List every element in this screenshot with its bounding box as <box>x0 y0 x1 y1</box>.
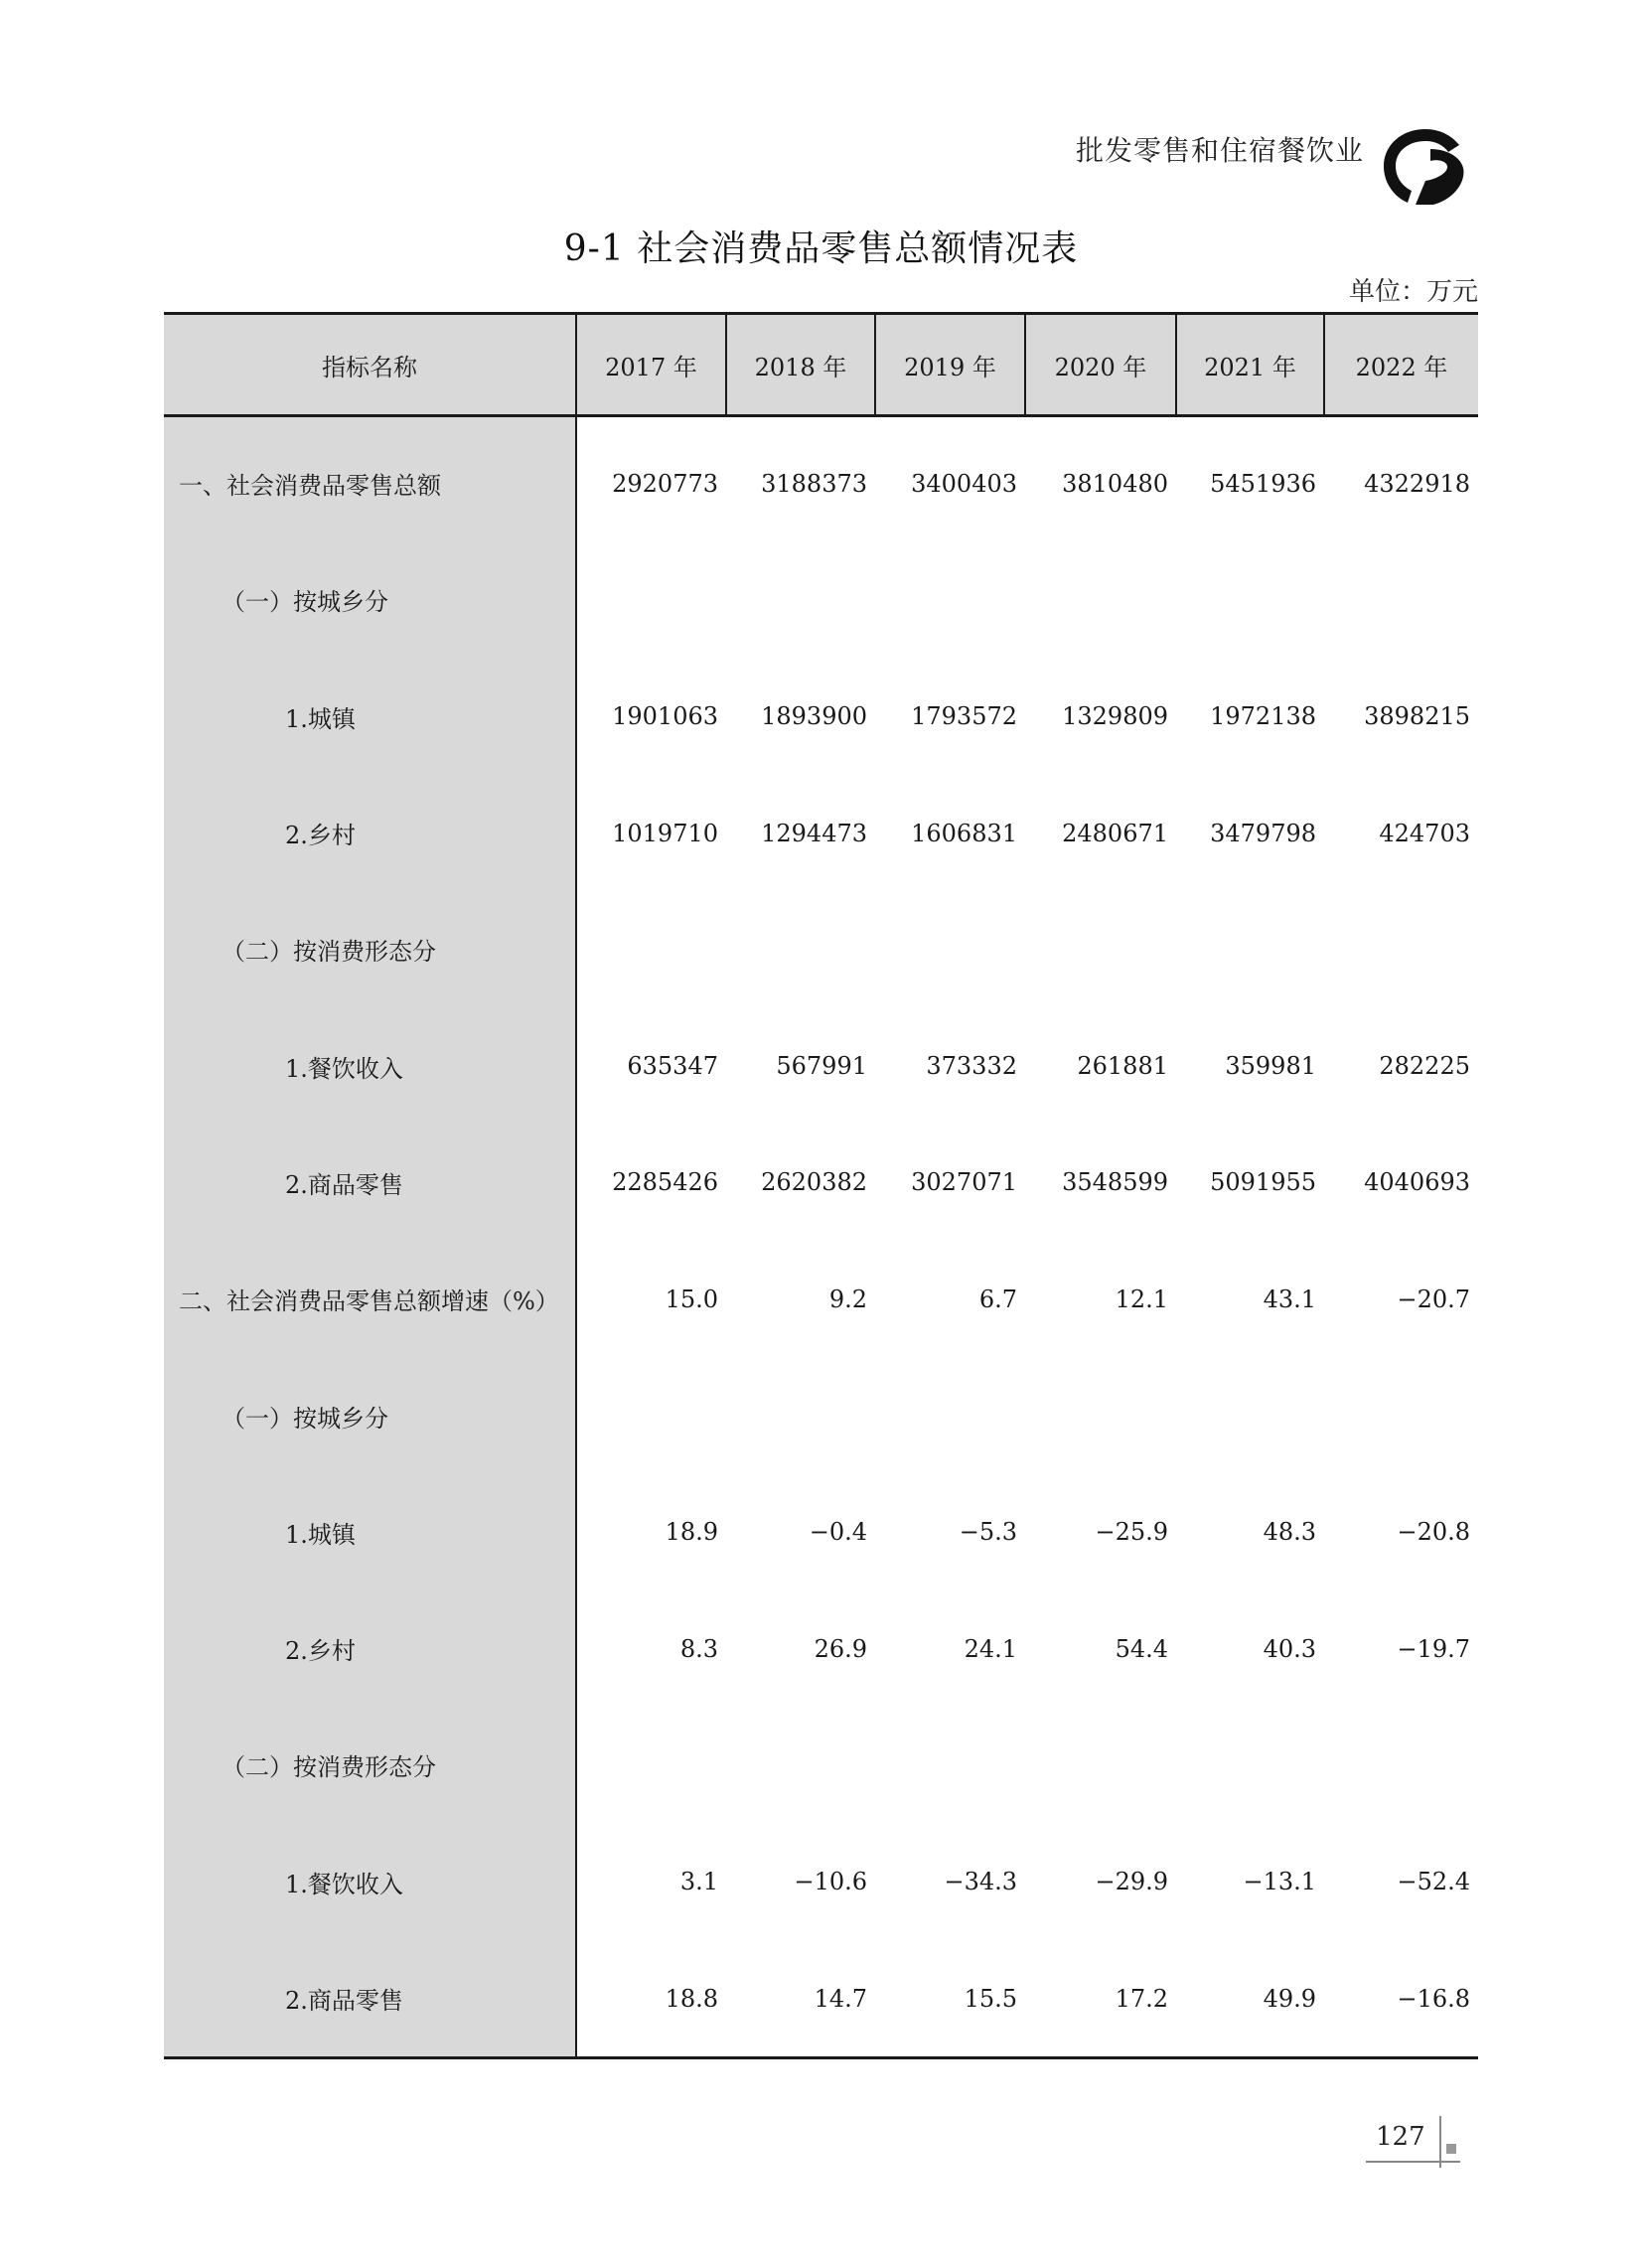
table-cell <box>1025 1357 1176 1473</box>
row-label: 2.商品零售 <box>164 1940 576 2058</box>
table-cell <box>875 1707 1025 1823</box>
table-cell: 17.2 <box>1025 1940 1176 2058</box>
table-body <box>164 416 1478 2058</box>
table-cell: 48.3 <box>1263 1518 1316 1547</box>
table-cell: 43.1 <box>1263 1285 1316 1313</box>
table-cell: −29.9 <box>1095 1868 1168 1896</box>
table-cell <box>726 1707 875 1823</box>
row-label: 1.城镇 <box>164 659 576 775</box>
column-header: 2022 年 <box>1324 314 1478 416</box>
table-cell: 4322918 <box>1364 469 1470 498</box>
table-cell: 15.5 <box>875 1940 1025 2058</box>
table-row <box>164 1824 1478 1940</box>
table-cell: −13.1 <box>1243 1868 1316 1896</box>
column-header: 2018 年 <box>726 314 875 416</box>
row-label: （一）按城乡分 <box>164 1357 576 1473</box>
table-cell: 3400403 <box>911 469 1017 498</box>
row-label: （一）按城乡分 <box>164 541 576 658</box>
table-cell: 14.7 <box>726 1940 875 2058</box>
row-label: 1.餐饮收入 <box>164 1007 576 1124</box>
table-cell: 1793572 <box>911 702 1017 731</box>
table-cell: 3898215 <box>1364 702 1470 731</box>
table-cell: −52.4 <box>1397 1868 1470 1896</box>
column-header: 2021 年 <box>1176 314 1324 416</box>
row-label: 2.乡村 <box>164 1590 576 1707</box>
table-row <box>164 1357 1478 1473</box>
table-cell <box>1025 1707 1176 1823</box>
table-cell <box>576 1357 726 1473</box>
table-cell: 12.1 <box>1115 1285 1168 1313</box>
table-cell: 54.4 <box>1115 1634 1168 1663</box>
column-header: 指标名称 <box>164 314 576 416</box>
footer-divider <box>1439 2116 1441 2168</box>
row-label: 2.乡村 <box>164 775 576 891</box>
table-row <box>164 1590 1478 1707</box>
column-header: 2020 年 <box>1025 314 1176 416</box>
footer-square-icon <box>1446 2144 1456 2154</box>
table-cell: 1901063 <box>612 702 718 731</box>
table-cell <box>875 891 1025 1007</box>
table-cell: −20.8 <box>1397 1518 1470 1547</box>
table-row <box>164 1474 1478 1590</box>
table-cell: 5451936 <box>1210 469 1316 498</box>
footer-rule <box>1366 2161 1460 2163</box>
table-cell <box>1025 891 1176 1007</box>
table-cell: 567991 <box>776 1052 867 1081</box>
table-row <box>164 1241 1478 1357</box>
table-cell <box>726 541 875 658</box>
table-cell: 3810480 <box>1062 469 1168 498</box>
table-cell: −25.9 <box>1095 1518 1168 1547</box>
table-cell: −0.4 <box>809 1518 867 1547</box>
data-table <box>164 312 1478 2059</box>
table-row <box>164 659 1478 775</box>
table-cell: 9.2 <box>828 1285 867 1313</box>
table-row <box>164 1707 1478 1823</box>
row-label: （二）按消费形态分 <box>164 1707 576 1823</box>
statistics-logo-icon <box>1376 121 1475 211</box>
table-cell: 424703 <box>1379 819 1470 847</box>
table-cell: 635347 <box>627 1052 718 1081</box>
table-cell <box>1176 1357 1324 1473</box>
table-cell: 49.9 <box>1176 1940 1324 2058</box>
table-cell: −19.7 <box>1397 1634 1470 1663</box>
table-cell <box>726 1357 875 1473</box>
table-cell: −16.8 <box>1324 1940 1478 2058</box>
row-label: 一、社会消费品零售总额 <box>164 416 576 542</box>
row-label: （二）按消费形态分 <box>164 891 576 1007</box>
table-header-row <box>164 314 1478 416</box>
table-cell <box>576 541 726 658</box>
table-cell: −10.6 <box>794 1868 867 1896</box>
table-cell: −34.3 <box>944 1868 1017 1896</box>
table-row <box>164 1125 1478 1241</box>
table-cell: 359981 <box>1225 1052 1316 1081</box>
unit-label: 单位：万元 <box>1348 277 1478 307</box>
table-cell <box>1324 1707 1478 1823</box>
table-cell: 3.1 <box>679 1868 718 1896</box>
table-cell <box>576 891 726 1007</box>
table-cell: 24.1 <box>964 1634 1017 1663</box>
table-cell: 1972138 <box>1210 702 1316 731</box>
table-cell: 2285426 <box>612 1168 718 1197</box>
table-cell: 282225 <box>1379 1052 1470 1081</box>
table-cell: 261881 <box>1077 1052 1168 1081</box>
table-cell <box>875 1357 1025 1473</box>
table-cell: 3548599 <box>1062 1168 1168 1197</box>
table-cell: 1893900 <box>761 702 867 731</box>
table-cell: 2920773 <box>612 469 718 498</box>
table-cell: 40.3 <box>1263 1634 1316 1663</box>
page-title: 9-1 社会消费品零售总额情况表 <box>563 228 1079 269</box>
table-cell: 3188373 <box>761 469 867 498</box>
table-cell: 8.3 <box>679 1634 718 1663</box>
table-cell: 18.8 <box>576 1940 726 2058</box>
table-cell: 373332 <box>926 1052 1017 1081</box>
table-row <box>164 775 1478 891</box>
row-label: 1.餐饮收入 <box>164 1824 576 1940</box>
table-row <box>164 1007 1478 1124</box>
table-cell: 15.0 <box>665 1285 718 1313</box>
section-header: 批发零售和住宿餐饮业 <box>1075 134 1364 167</box>
column-header: 2017 年 <box>576 314 726 416</box>
table-cell: 4040693 <box>1364 1168 1470 1197</box>
table-cell: 2620382 <box>761 1168 867 1197</box>
table-cell <box>1176 1707 1324 1823</box>
table-cell: 1019710 <box>612 819 718 847</box>
table-row <box>164 541 1478 658</box>
table-cell: 5091955 <box>1210 1168 1316 1197</box>
table-row <box>164 1940 1478 2058</box>
table-cell <box>726 891 875 1007</box>
row-label: 2.商品零售 <box>164 1125 576 1241</box>
table-cell <box>576 1707 726 1823</box>
table-cell: 26.9 <box>814 1634 867 1663</box>
table-cell: 6.7 <box>978 1285 1017 1313</box>
table-cell <box>1176 541 1324 658</box>
table-cell <box>1176 891 1324 1007</box>
table-row <box>164 416 1478 542</box>
table-cell: 18.9 <box>665 1518 718 1547</box>
table-cell <box>1324 1357 1478 1473</box>
row-label: 二、社会消费品零售总额增速（%） <box>164 1241 576 1357</box>
table-cell: 1329809 <box>1062 702 1168 731</box>
table-cell <box>875 541 1025 658</box>
table-cell: −5.3 <box>959 1518 1017 1547</box>
table-cell <box>1324 891 1478 1007</box>
table-cell: 3479798 <box>1210 819 1316 847</box>
table-cell <box>1324 541 1478 658</box>
table-row <box>164 891 1478 1007</box>
row-label: 1.城镇 <box>164 1474 576 1590</box>
table-cell: 1294473 <box>761 819 867 847</box>
table-cell: −20.7 <box>1397 1285 1470 1313</box>
column-header: 2019 年 <box>875 314 1025 416</box>
table-cell: 1606831 <box>911 819 1017 847</box>
page-number: 127 <box>1376 2122 1425 2152</box>
table-cell <box>1025 541 1176 658</box>
table-cell: 3027071 <box>911 1168 1017 1197</box>
table-cell: 2480671 <box>1062 819 1168 847</box>
